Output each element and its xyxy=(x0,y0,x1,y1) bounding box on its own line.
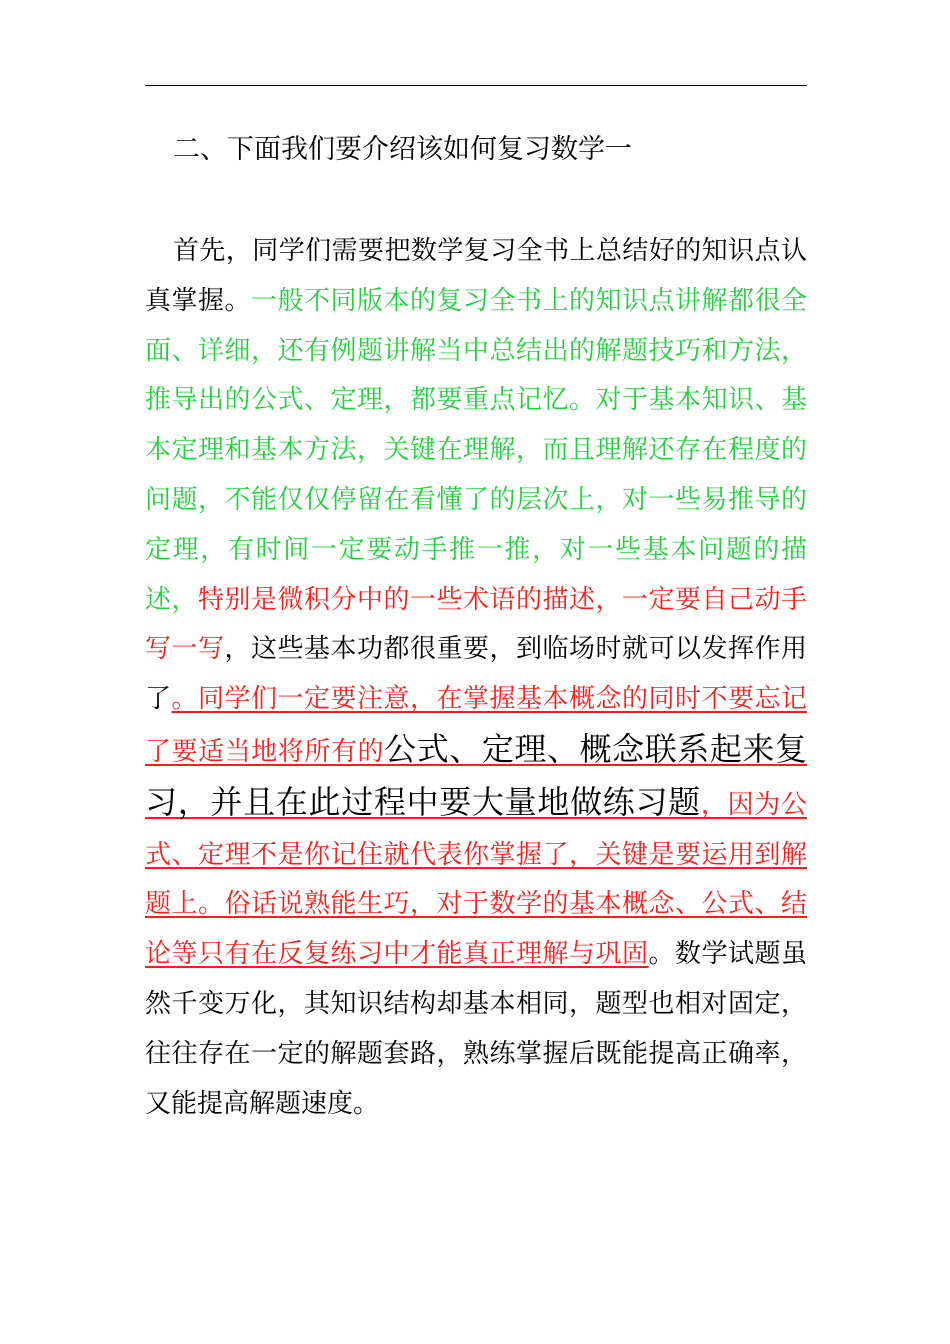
text-green-highlight: 一般不同版本的复习全书上的知识点讲解都很全面、详细，还有例题讲解当中总结出的解题技巧和方法，推导出的公式、定理，都要重点记忆。对于基本知识、基本定理和基本方法，关键在理解，而且理解还存在程度的问题，不能仅仅停留在看懂了的层次上，对一些易推导的定理，有时间一定要动手推一推，对一些基本问题的描述， xyxy=(145,285,807,615)
section-heading: 二、下面我们要介绍该如何复习数学一 xyxy=(173,134,632,165)
text-emphasis-underlined: 公式、定理、概念联系起来复习，并且在此过程中要大量地做练习题 xyxy=(145,729,807,821)
text-red-highlight: 特别是微积分中的一些术语的描述，一定要自己动手写一写 xyxy=(145,584,807,665)
text-closing: 。数学试题虽然千变万化，其知识结构却基本相同，题型也相对固定，往往存在一定的解题套路，熟练掌握后既能提高正确率，又能提高解题速度。 xyxy=(145,939,807,1119)
text-red-underlined-1: 。同学们一定要注意，在掌握基本概念的同时不要忘记了要适当地将所有的 xyxy=(145,684,807,767)
body-paragraph xyxy=(145,227,807,1129)
text-intro: 首先，同学们需要把数学复习全书上总结好的知识点认真掌握。 xyxy=(145,236,807,316)
text-red-underlined-2: ，因为公式、定理不是你记住就代表你掌握了，关键是要运用到解题上。俗话说熟能生巧，对于数学的基本概念、公式、结论等只有在反复练习中才能真正理解与巩固 xyxy=(145,789,807,970)
text-after-red: ，这些基本功都很重要，到临场时就可以发挥作用了 xyxy=(145,634,807,715)
header-rule xyxy=(145,85,807,86)
